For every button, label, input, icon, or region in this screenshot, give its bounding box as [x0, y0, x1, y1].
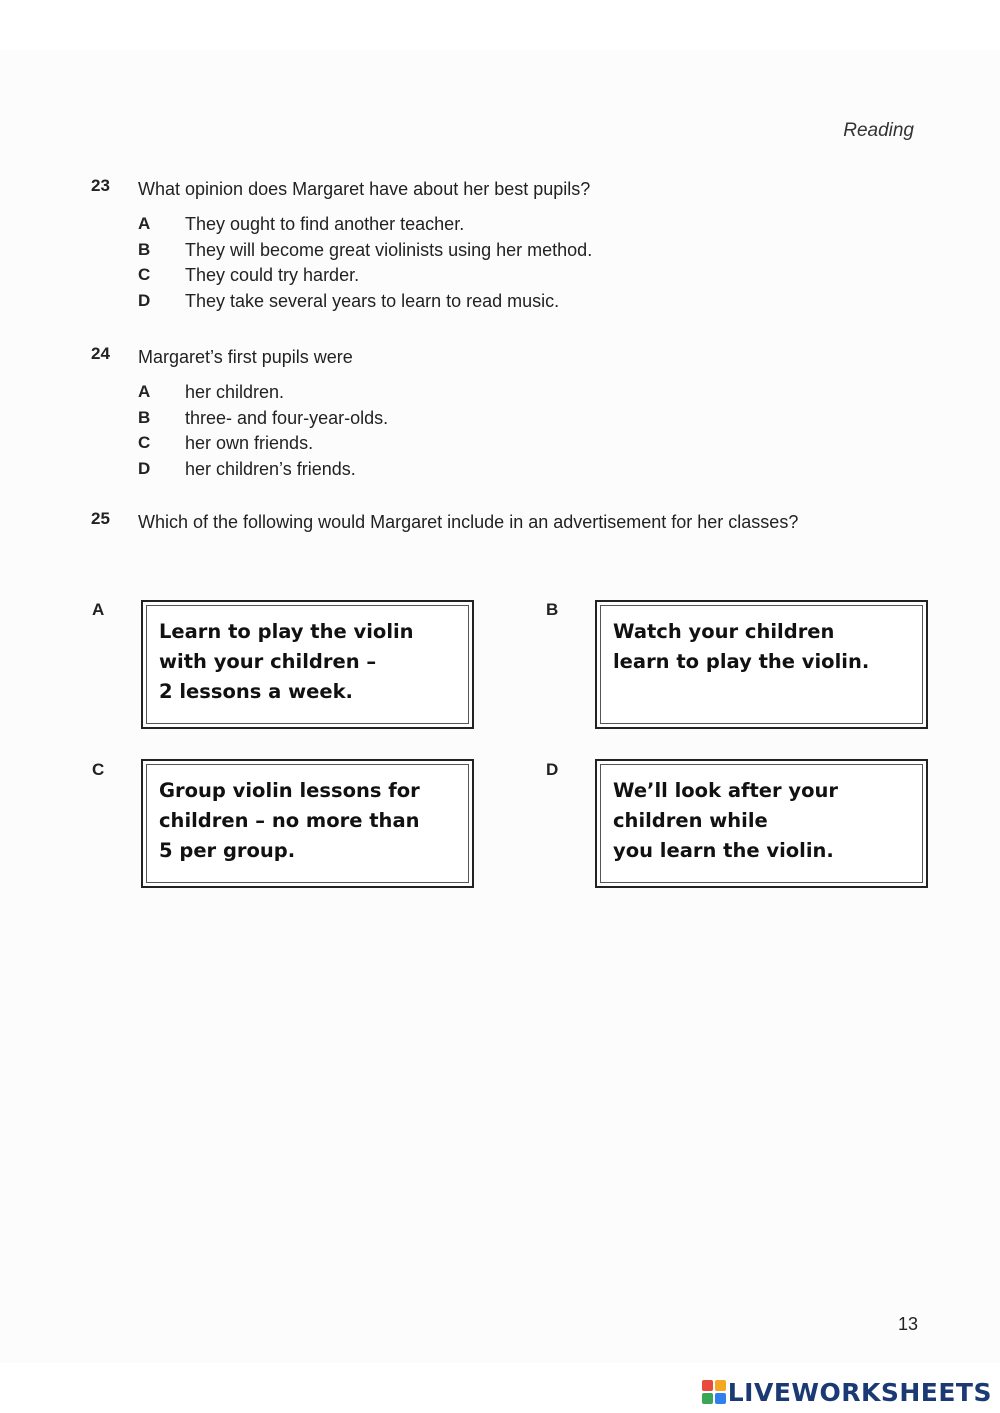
option-text: her own friends. [185, 433, 314, 453]
option-text: her children’s friends. [185, 458, 356, 479]
advert-letter-c: C [92, 760, 105, 779]
option-text: They ought to find another teacher. [185, 214, 465, 234]
advert-letter-a: A [92, 600, 105, 619]
option-letter: B [138, 407, 151, 427]
option-text: They will become great violinists using her method. [185, 239, 593, 260]
advert-card-frame [600, 605, 923, 724]
advert-card-frame [146, 605, 469, 724]
advert-card-c[interactable] [141, 759, 474, 888]
advert-card-a[interactable] [141, 600, 474, 729]
advert-letter-b: B [546, 600, 559, 619]
advert-card-frame [600, 764, 923, 883]
liveworksheets-watermark [702, 1377, 992, 1407]
worksheet-page [0, 50, 1000, 1363]
advert-card-d[interactable] [595, 759, 928, 888]
option-letter: D [138, 290, 151, 310]
question-number: 24 [91, 344, 110, 363]
watermark-text: LIVEWORKSHEETS [727, 1377, 992, 1407]
advert-card-b[interactable] [595, 600, 928, 729]
option-text: three- and four-year-olds. [185, 407, 389, 428]
advert-text: Group violin lessons for children – no more than 5 per group. [159, 779, 420, 862]
section-label: Reading [843, 120, 914, 141]
option-letter: D [138, 458, 151, 478]
option-text: They take several years to learn to read music. [185, 290, 560, 311]
option-letter: C [138, 433, 151, 452]
option-text: They could try harder. [185, 265, 360, 285]
option-text: her children. [185, 382, 285, 402]
option-letter: B [138, 239, 151, 259]
advert-letter-d: D [546, 760, 559, 779]
question-number: 25 [91, 509, 110, 528]
question-stem: What opinion does Margaret have about her best pupils? [138, 179, 591, 199]
question-stem: Which of the following would Margaret include in an advertisement for her classes? [138, 512, 799, 532]
question-stem: Margaret’s first pupils were [138, 347, 353, 367]
option-letter: A [138, 382, 151, 401]
advert-text: Watch your children learn to play the violin. [613, 620, 870, 673]
advert-text: Learn to play the violin with your children – 2 lessons a week. [159, 620, 414, 703]
question-number: 23 [91, 176, 110, 195]
liveworksheets-logo-icon [702, 1380, 726, 1404]
advert-card-frame [146, 764, 469, 883]
option-letter: A [138, 214, 151, 233]
page-number: 13 [897, 1314, 918, 1334]
advert-text: We’ll look after your children while you learn the violin. [613, 779, 839, 862]
option-letter: C [138, 265, 151, 284]
